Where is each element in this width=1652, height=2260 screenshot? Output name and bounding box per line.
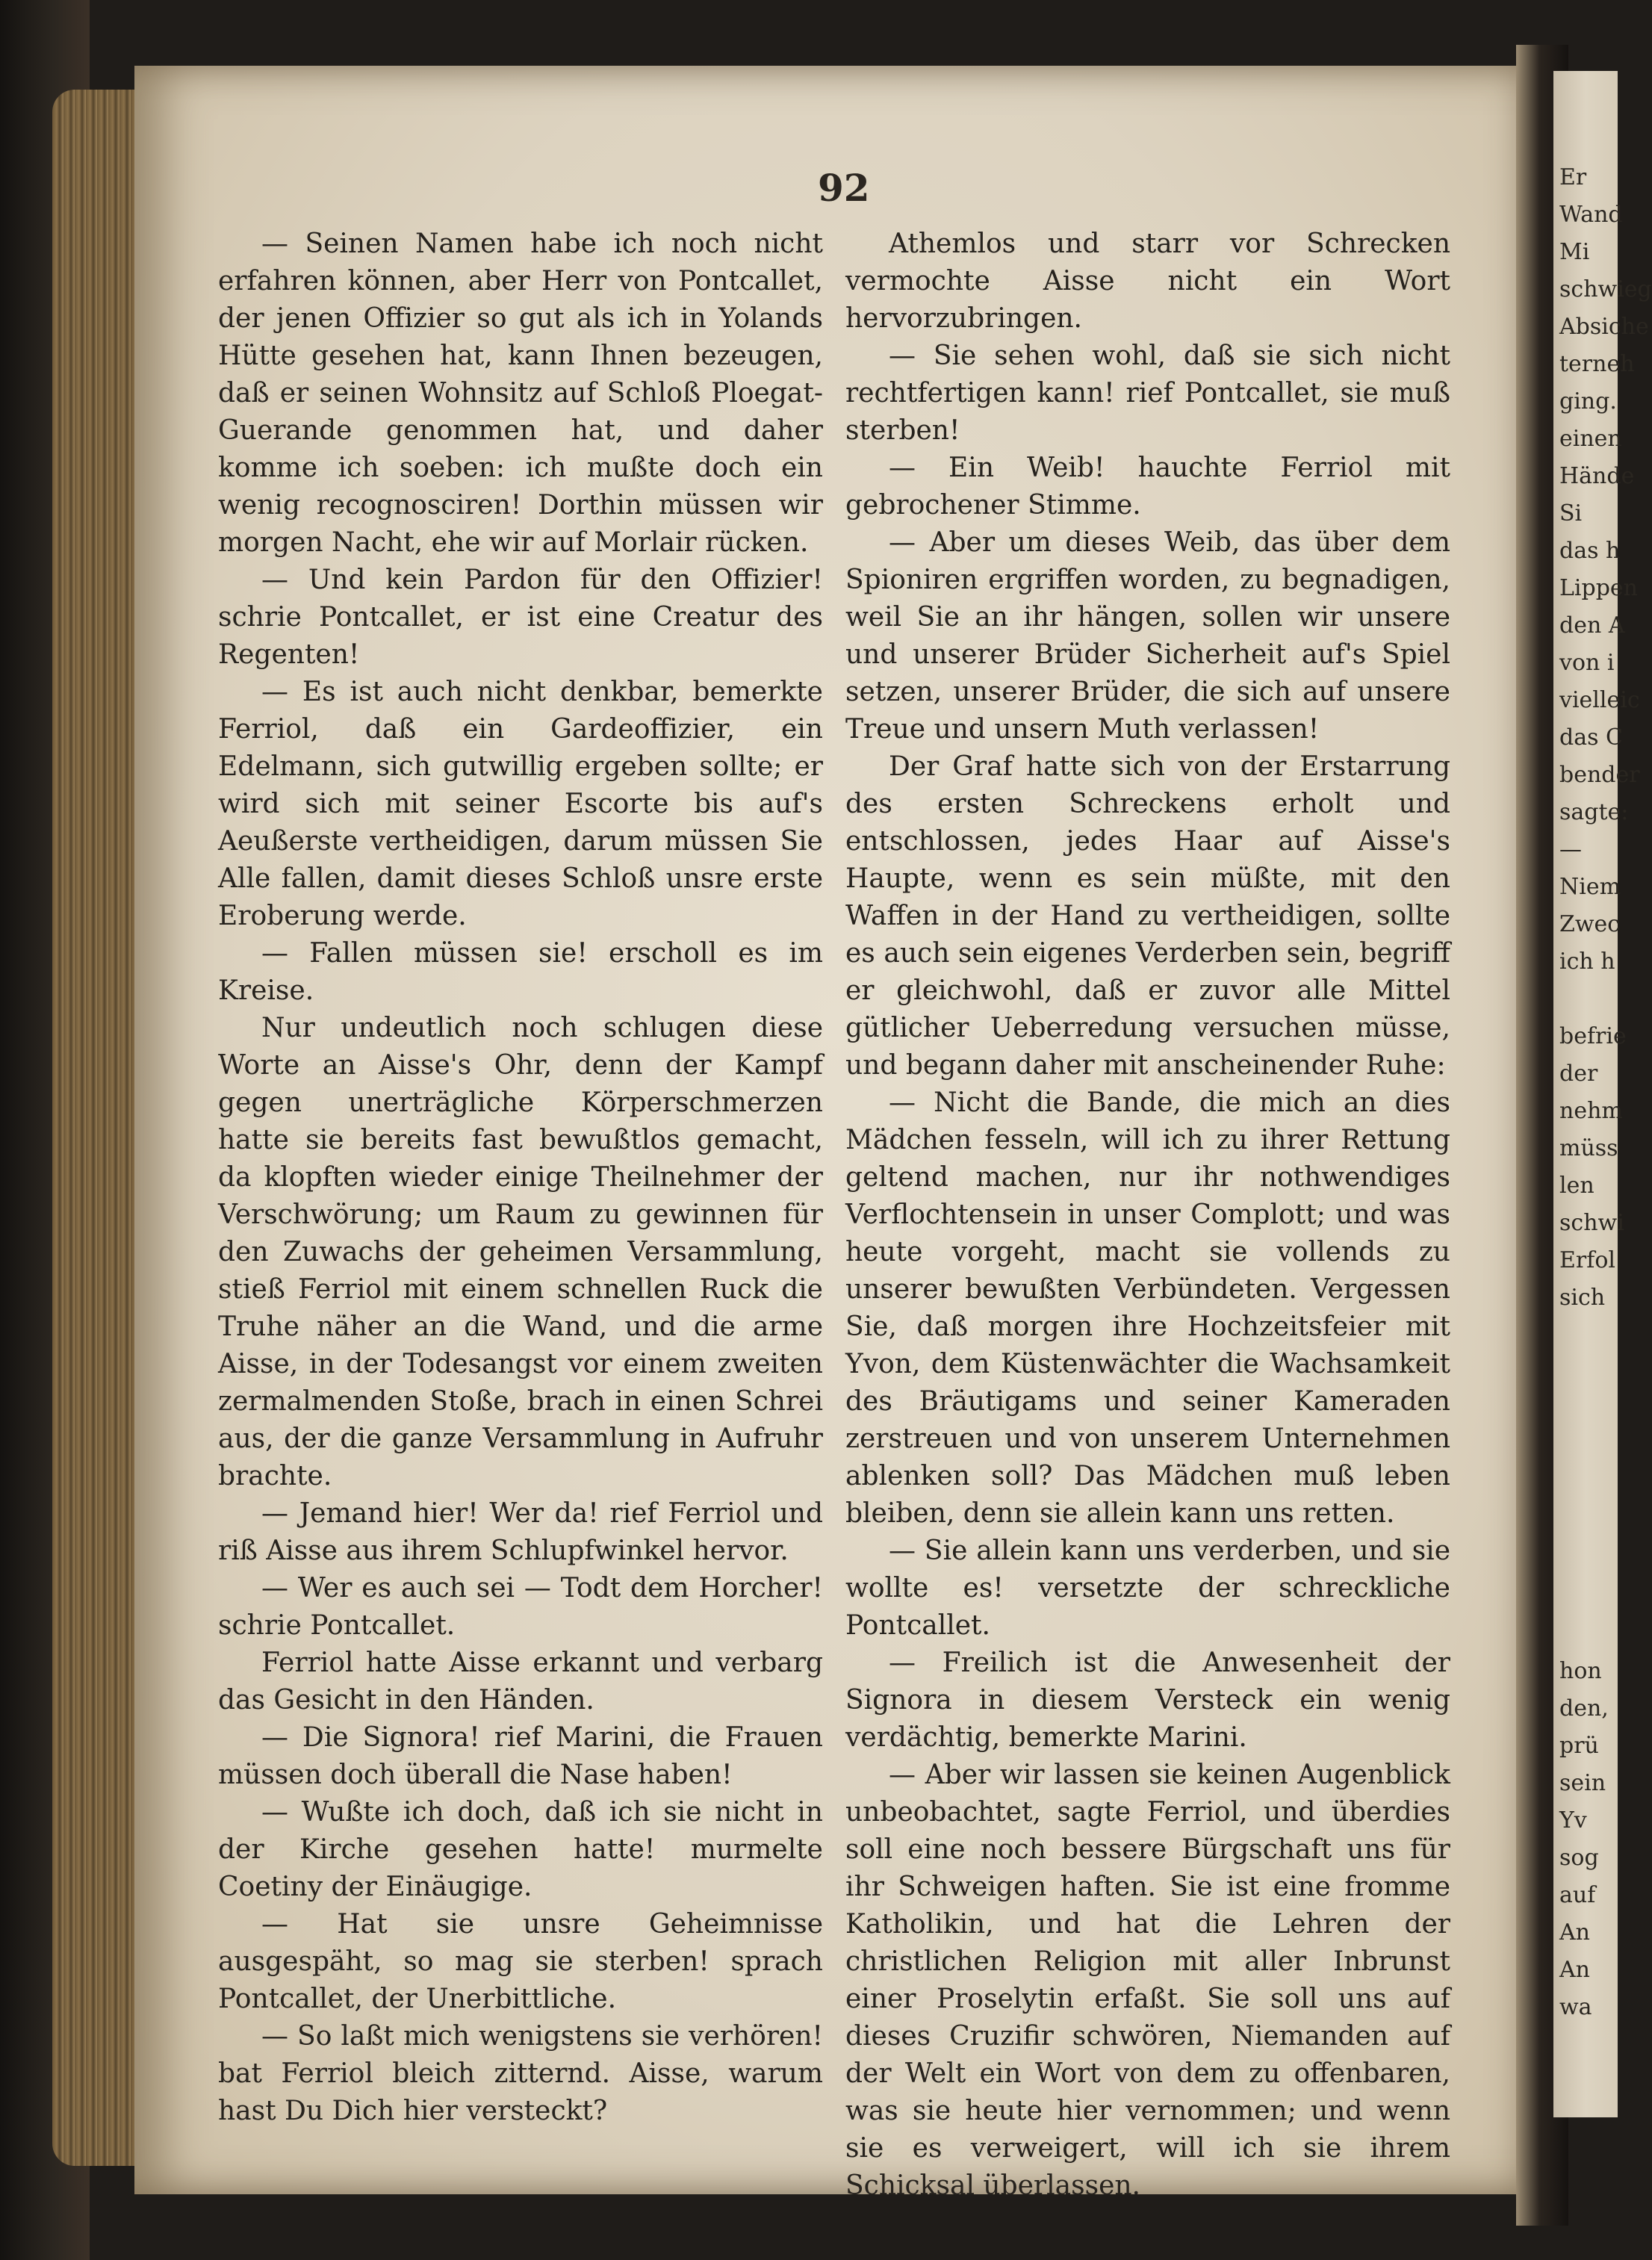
facing-page-fragment: ich h [1559,949,1615,975]
facing-page-fragment: Er [1559,164,1587,190]
paragraph: — Es ist auch nicht denkbar, bemerkte Ferriol, daß ein Gardeoffizier, ein Edelmann, sich gutwillig ergeben sollte; er wird sich mit seiner Escorte bis auf's Aeußerste vertheidigen, darum müssen Sie Alle fallen, damit dieses Schloß unsre erste Eroberung werde. [218,677,823,931]
facing-page-fragment: sich [1559,1285,1606,1311]
facing-page-fragment: das h [1559,538,1621,564]
paragraph: Athemlos und starr vor Schrecken vermochte Aisse nicht ein Wort hervorzubringen. [845,229,1450,334]
facing-page-fragment: den, [1559,1695,1609,1722]
facing-page-fragment: Zwec [1559,911,1621,937]
facing-page-fragment: auf [1559,1882,1596,1908]
paragraph: — Freilich ist die Anwesenheit der Signora in diesem Versteck ein wenig verdächtig, bemerkte Marini. [845,1648,1450,1753]
paragraph: Der Graf hatte sich von der Erstarrung des ersten Schreckens erholt und entschlossen, jedes Haar auf Aisse's Haupte, wenn es sein müßte, mit den Waffen in der Hand zu vertheidigen, sollte es auch sein eigenes Verderben sein, begriff er gleichwohl, daß er zuvor alle Mittel gütlicher Ueberredung versuchen müsse, und begann daher mit anscheinender Ruhe: [845,751,1450,1081]
facing-page-fragment: — [1559,836,1582,863]
facing-page-fragment: nehm [1559,1098,1623,1124]
paragraph: — So laßt mich wenigstens sie verhören! bat Ferriol bleich zitternd. Aisse, warum hast Du Dich hier versteckt? [218,2021,823,2126]
facing-page-edge [1553,71,1652,2117]
paragraph: — Sie allein kann uns verderben, und sie wollte es! versetzte der schreckliche Pontcallet. [845,1536,1450,1641]
paragraph: — Aber um dieses Weib, das über dem Spioniren ergriffen worden, zu begnadigen, weil Sie an ihr hängen, sollen wir unsere und unserer Brüder Sicherheit auf's Spiel setzen, unserer Brüder, die sich auf unsere Treue und unsern Muth verlassen! [845,527,1450,745]
facing-page-fragment: Erfol [1559,1247,1615,1273]
facing-page-fragment: len [1559,1173,1594,1199]
paragraph: Nur undeutlich noch schlugen diese Worte an Aisse's Ohr, denn der Kampf gegen unerträgliche Körperschmerzen hatte sie bereits fast bewußtlos gemacht, da klopften wieder einige Theilnehmer der Verschwörung; um Raum zu gewinnen für den Zuwachs der geheimen Versammlung, stieß Ferriol mit einem schnellen Ruck die Truhe näher an die Wand, und die arme Aisse, in der Todesangst vor einem zweiten zermalmenden Stoße, brach in einen Schrei aus, der die ganze Versammlung in Aufruhr brachte. [218,1013,823,1491]
paragraph: — Und kein Pardon für den Offizier! schrie Pontcallet, er ist eine Creatur des Regenten! [218,565,823,670]
paragraph: — Fallen müssen sie! erscholl es im Kreise. [218,938,823,1006]
paragraph: — Die Signora! rief Marini, die Frauen müssen doch überall die Nase haben! [218,1722,823,1790]
paragraph: — Nicht die Bande, die mich an dies Mädchen fesseln, will ich zu ihrer Rettung geltend machen, nur ihr nothwendiges Verflochtensein in unser Complott; und was heute vorgeht, macht sie vollends zu unserer bewußten Verbündeten. Vergessen Sie, daß morgen ihre Hochzeitsfeier mit Yvon, dem Küstenwächter die Wachsamkeit des Bräutigams und seiner Kameraden zerstreuen und von unserem Unternehmen ablenken soll? Das Mädchen muß leben bleiben, denn sie allein kann uns retten. [845,1087,1450,1529]
text-column-left [218,226,823,2130]
facing-page-fragment: der [1559,1061,1598,1087]
facing-page-fragment: ging. [1559,388,1617,415]
facing-page-fragment: prü [1559,1733,1599,1759]
facing-page-fragment: Si [1559,500,1583,527]
facing-page-fragment: hon [1559,1658,1602,1684]
facing-page-fragment: schwieg [1559,276,1652,302]
facing-page-fragment: bender [1559,762,1640,788]
facing-page-fragment: An [1559,1957,1590,1983]
facing-page-fragment: Niem [1559,874,1621,900]
facing-page-fragment: befrie [1559,1023,1627,1049]
text-column-right [845,226,1450,2205]
facing-page-fragment: Hände [1559,463,1635,489]
facing-page-fragment: sagte: [1559,799,1629,825]
facing-page-fragment: sog [1559,1845,1599,1871]
facing-page-fragment: Wand [1559,202,1623,228]
paragraph: Ferriol hatte Aisse erkannt und verbarg das Gesicht in den Händen. [218,1648,823,1716]
paragraph: — Aber wir lassen sie keinen Augenblick unbeobachtet, sagte Ferriol, und überdies soll eine noch bessere Bürgschaft uns für ihr Schweigen haften. Sie ist eine fromme Katholikin, und hat die Lehren der christlichen Religion mit aller Inbrunst einer Proselytin erfaßt. Sie soll uns auf dieses Cruzifir schwören, Niemanden auf der Welt ein Wort von dem zu offenbaren, was sie heute hier vernommen; und wenn sie es verweigert, will ich sie ihrem Schicksal überlassen. [845,1760,1450,2201]
paragraph: — Ein Weib! hauchte Ferriol mit gebrochener Stimme. [845,453,1450,521]
facing-page-fragment: Yv [1559,1807,1587,1834]
facing-page-fragment: sein [1559,1770,1606,1796]
facing-page-fragment: einen [1559,426,1622,452]
facing-page-fragment: Mi [1559,239,1590,265]
facing-page-fragment: An [1559,1919,1590,1946]
paragraph: — Wußte ich doch, daß ich sie nicht in der Kirche gesehen hatte! murmelte Coetiny der Einäugige. [218,1797,823,1902]
facing-page-fragment: wa [1559,1994,1592,2020]
facing-page-fragment: vielleic [1559,687,1640,713]
page-number: 92 [818,166,870,210]
facing-page-fragment: das C [1559,724,1623,751]
paragraph: — Sie sehen wohl, daß sie sich nicht rechtfertigen kann! rief Pontcallet, sie muß sterben! [845,341,1450,446]
paragraph: — Seinen Namen habe ich noch nicht erfahren können, aber Herr von Pontcallet, der jenen Offizier so gut als ich in Yolands Hütte gesehen hat, kann Ihnen bezeugen, daß er seinen Wohnsitz auf Schloß Ploegat-Guerande genommen hat, und daher komme ich soeben: ich mußte doch ein wenig recognosciren! Dorthin müssen wir morgen Nacht, ehe wir auf Morlair rücken. [218,229,823,558]
paragraph: — Wer es auch sei — Todt dem Horcher! schrie Pontcallet. [218,1573,823,1641]
facing-page-fragment: terneh [1559,351,1635,377]
paragraph: — Jemand hier! Wer da! rief Ferriol und riß Aisse aus ihrem Schlupfwinkel hervor. [218,1498,823,1566]
facing-page-fragment: den A [1559,612,1625,639]
paragraph: — Hat sie unsre Geheimnisse ausgespäht, so mag sie sterben! sprach Pontcallet, der Unerbittliche. [218,1909,823,2014]
facing-page-fragment: von i [1559,650,1615,676]
facing-page-fragment: schwi [1559,1210,1624,1236]
facing-page-fragment: Lippen [1559,575,1638,601]
facing-page-fragment: Absiche [1559,314,1649,340]
facing-page-fragment: müss [1559,1135,1618,1161]
